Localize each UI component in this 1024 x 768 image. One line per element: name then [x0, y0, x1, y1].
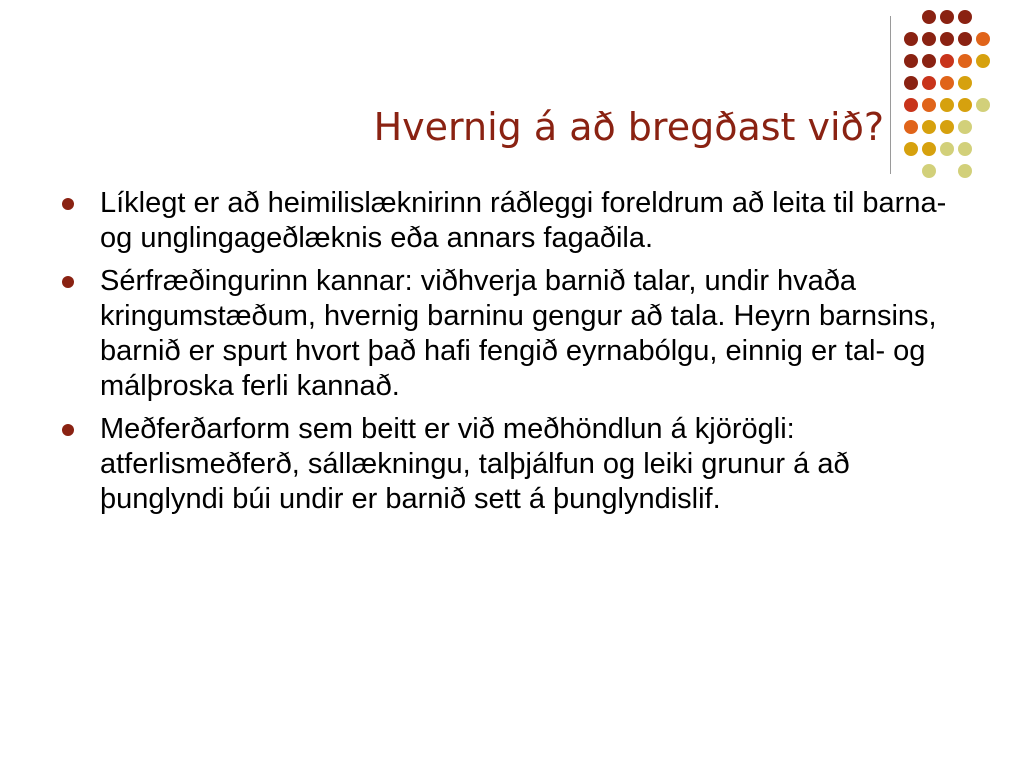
decorative-dot — [904, 142, 918, 156]
bullet-item — [58, 186, 978, 256]
decorative-dot — [922, 54, 936, 68]
bullet-dot-icon — [62, 276, 74, 288]
decorative-dot — [922, 76, 936, 90]
slide-title: Hvernig á að bregðast við? — [373, 105, 884, 149]
decorative-dot — [922, 164, 936, 178]
bullet-text: Meðferðarform sem beitt er við meðhöndlun á kjörögli: atferlismeðferð, sállækningu, talþjálfun og leiki grunur á að þunglyndi búi undir er barnið sett á þunglyndislif. — [100, 413, 850, 515]
decorative-dot — [922, 142, 936, 156]
decorative-dot — [922, 32, 936, 46]
decorative-dot — [940, 10, 954, 24]
decorative-dot — [904, 54, 918, 68]
bullet-text: Líklegt er að heimilislæknirinn ráðleggi foreldrum að leita til barna- og unglingageðlæknis eða annars fagaðila. — [100, 187, 947, 254]
decorative-dot — [904, 76, 918, 90]
decorative-dot — [976, 32, 990, 46]
bullet-item — [58, 264, 978, 404]
decorative-dot — [958, 76, 972, 90]
bullet-dot-icon — [62, 198, 74, 210]
decorative-dot — [940, 120, 954, 134]
decorative-dot — [922, 120, 936, 134]
bullet-list — [58, 186, 978, 525]
decorative-dot — [904, 98, 918, 112]
decorative-dot — [958, 54, 972, 68]
decorative-dot — [940, 76, 954, 90]
decorative-dot — [958, 10, 972, 24]
decorative-dot — [904, 120, 918, 134]
decorative-dot — [958, 164, 972, 178]
decorative-dot — [940, 142, 954, 156]
decorative-dot — [976, 54, 990, 68]
decorative-dot — [940, 54, 954, 68]
decorative-dot — [958, 98, 972, 112]
decorative-dot — [940, 98, 954, 112]
bullet-text: Sérfræðingurinn kannar: viðhverja barnið talar, undir hvaða kringumstæðum, hvernig barninu gengur að tala. Heyrn barnsins, barnið er spurt hvort það hafi fengið eyrnabólgu, einnig er tal- og málþroska ferli kannað. — [100, 265, 937, 402]
decorative-dot-grid — [900, 10, 1010, 170]
decorative-dot — [958, 142, 972, 156]
bullet-item — [58, 412, 978, 517]
decorative-dot — [940, 32, 954, 46]
bullet-dot-icon — [62, 424, 74, 436]
decorative-dot — [958, 32, 972, 46]
title-divider — [890, 16, 891, 174]
decorative-dot — [958, 120, 972, 134]
decorative-dot — [922, 10, 936, 24]
decorative-dot — [922, 98, 936, 112]
decorative-dot — [904, 32, 918, 46]
decorative-dot — [976, 98, 990, 112]
